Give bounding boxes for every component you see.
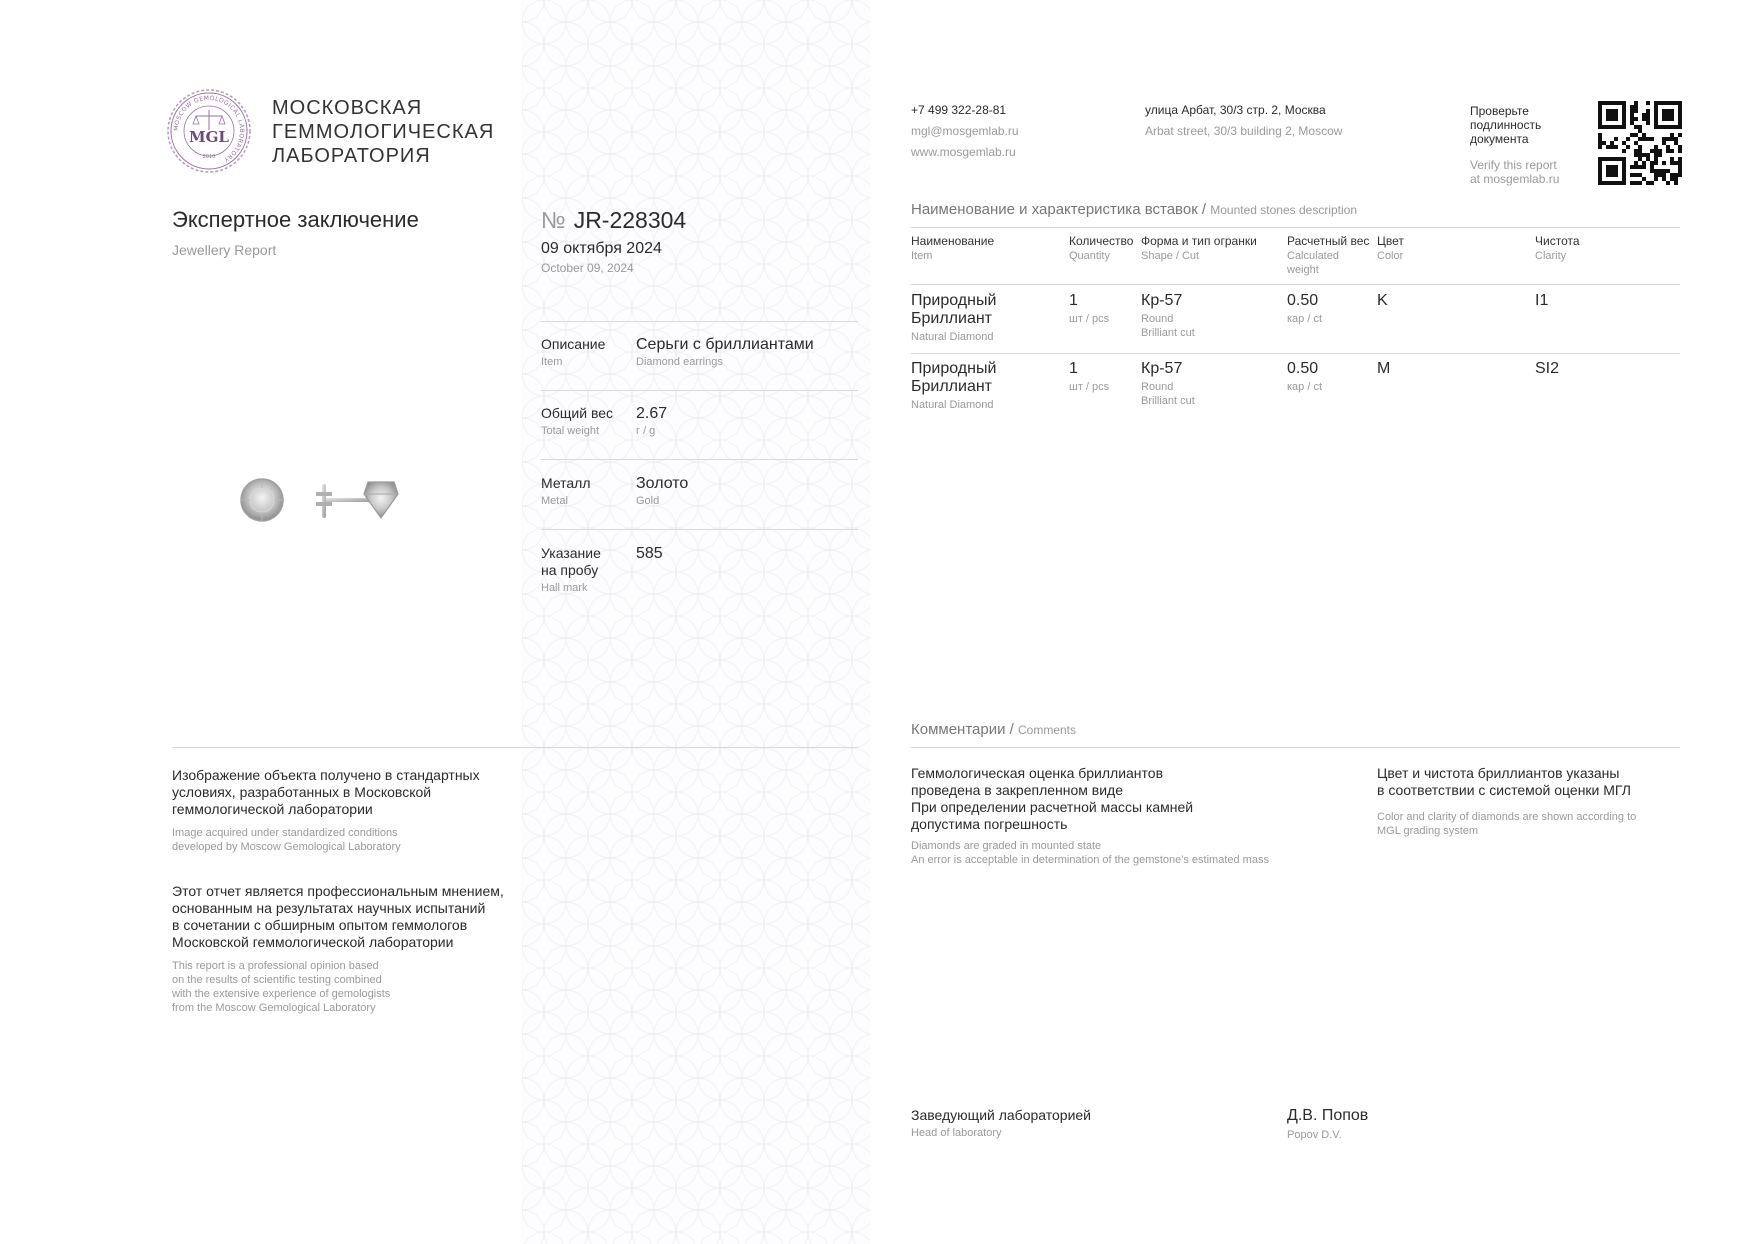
- divider: [172, 747, 858, 748]
- stone-item: Природный Бриллиант: [911, 360, 997, 395]
- header-label-en: Calculated weight: [1287, 250, 1339, 276]
- address-block: [1145, 100, 1342, 142]
- report-date-en: October 09, 2024: [541, 261, 634, 275]
- lab-name: [272, 96, 532, 168]
- stone-weight-unit: кар / ct: [1287, 313, 1323, 325]
- verify-en-line: Verify this report: [1470, 158, 1557, 172]
- comment-left-en: Diamonds are graded in mounted state An error is acceptable in determination of the gemstone's estimated mass: [911, 840, 1269, 866]
- comments-section-title: [911, 721, 1076, 738]
- field-label: Указание на пробу: [541, 545, 601, 578]
- logo-text: MGL: [189, 128, 229, 146]
- image-note-en: Image acquired under standardized conditions developed by Moscow Gemological Laboratory: [172, 827, 401, 853]
- divider: [911, 284, 1680, 285]
- header-shape-cut: [1141, 233, 1257, 263]
- divider: [541, 390, 858, 391]
- field-value: Серьги с бриллиантами: [636, 336, 814, 353]
- divider: [911, 227, 1680, 228]
- header-label-en: Color: [1377, 250, 1404, 262]
- report-title: Экспертное заключение: [172, 207, 419, 232]
- comment-right-ru: Цвет и чистота бриллиантов указаны в соответствии с системой оценки МГЛ: [1377, 765, 1631, 798]
- field-label-en: Total weight: [541, 425, 600, 437]
- header-item: [911, 233, 994, 263]
- header-weight: [1287, 233, 1369, 277]
- image-note: [172, 767, 512, 854]
- comment-left: [911, 765, 1331, 867]
- earrings-image: [236, 472, 406, 528]
- field-label-en: Metal: [541, 495, 568, 507]
- signature-role-en: Head of laboratory: [911, 1127, 1002, 1139]
- header-label-en: Quantity: [1069, 250, 1110, 262]
- opinion-note-en: This report is a professional opinion based on the results of scientific testing combined with the extensive experience of gemologists from the Moscow Gemological Laboratory: [172, 960, 391, 1014]
- stone-item-en: Natural Diamond: [911, 399, 994, 411]
- verify-ru-line: подлинность: [1470, 118, 1542, 132]
- stone-clarity: I1: [1535, 292, 1549, 309]
- stone-clarity: SI2: [1535, 360, 1560, 377]
- signature-name-ru: Д.В. Попов: [1287, 1107, 1369, 1124]
- header-label: Цвет: [1377, 234, 1404, 248]
- header-color: [1377, 233, 1404, 263]
- header-label: Расчетный вес: [1287, 234, 1370, 248]
- field-label: Описание: [541, 336, 606, 352]
- divider: [911, 747, 1680, 748]
- comment-right: [1377, 765, 1677, 838]
- field-value-en: Diamond earrings: [636, 356, 723, 368]
- verify-ru-line: документа: [1470, 132, 1529, 146]
- header-label: Количество: [1069, 234, 1134, 248]
- lab-name-line: ГЕММОЛОГИЧЕСКАЯ: [272, 121, 495, 143]
- phone: +7 499 322-28-81: [911, 103, 1007, 117]
- signature-name: [1287, 1107, 1368, 1141]
- header-label-en: Clarity: [1535, 250, 1567, 262]
- website-link[interactable]: www.mosgemlab.ru: [911, 145, 1016, 159]
- stones-section-title: [911, 201, 1357, 218]
- divider: [911, 353, 1680, 354]
- report-number-value: JR-228304: [573, 207, 687, 233]
- mgl-logo: [166, 88, 252, 174]
- header-quantity: [1069, 233, 1133, 263]
- lab-name-line: МОСКОВСКАЯ: [272, 97, 423, 119]
- lab-name-line: ЛАБОРАТОРИЯ: [272, 145, 431, 167]
- decorative-pattern-band: [522, 0, 870, 1244]
- header-label: Форма и тип огранки: [1141, 234, 1257, 248]
- report-number: [541, 207, 686, 234]
- comment-left-ru: Геммологическая оценка бриллиантов проведена в закрепленном виде При определении расчетной массы камней допустима погрешность: [911, 765, 1194, 832]
- email-link[interactable]: mgl@mosgemlab.ru: [911, 124, 1019, 138]
- comments-title-ru: Комментарии /: [911, 721, 1014, 738]
- field-value-en: Gold: [636, 495, 660, 507]
- logo-year: 2010: [202, 154, 216, 160]
- stone-cut: Кр-57: [1141, 292, 1183, 309]
- divider: [541, 459, 858, 460]
- comment-right-en: Color and clarity of diamonds are shown according to MGL grading system: [1377, 811, 1637, 837]
- stones-title-ru: Наименование и характеристика вставок /: [911, 201, 1207, 218]
- stone-weight: 0.50: [1287, 292, 1319, 309]
- stone-cut-en: Round Brilliant cut: [1141, 381, 1195, 407]
- stone-qty-unit: шт / pcs: [1069, 381, 1110, 393]
- stone-qty: 1: [1069, 360, 1078, 377]
- opinion-note-ru: Этот отчет является профессиональным мнением, основанным на результатах научных испытаний в сочетании с обширным опытом геммологов Московской геммологической лаборатории: [172, 883, 504, 950]
- header-clarity: [1535, 233, 1580, 263]
- comments-title-en: Comments: [1017, 723, 1076, 737]
- field-value: 585: [636, 545, 663, 562]
- field-value-en: г / g: [636, 425, 656, 437]
- verify-en-line: at mosgemlab.ru: [1470, 172, 1560, 186]
- stone-cut: Кр-57: [1141, 360, 1183, 377]
- field-label-en: Hall mark: [541, 582, 588, 594]
- stone-item: Природный Бриллиант: [911, 292, 997, 327]
- address-ru: улица Арбат, 30/3 стр. 2, Москва: [1145, 103, 1326, 117]
- qr-code[interactable]: [1598, 101, 1682, 185]
- stone-cut-en: Round Brilliant cut: [1141, 313, 1195, 339]
- signature-name-en: Popov D.V.: [1287, 1129, 1342, 1141]
- divider: [541, 529, 858, 530]
- report-date: 09 октября 2024: [541, 240, 662, 257]
- verify-block: [1470, 104, 1559, 186]
- opinion-note: [172, 883, 517, 1015]
- header-label-en: Item: [911, 250, 933, 262]
- field-label-en: Item: [541, 356, 563, 368]
- image-note-ru: Изображение объекта получено в стандартных условиях, разработанных в Московской геммологической лаборатории: [172, 767, 480, 817]
- stone-weight: 0.50: [1287, 360, 1319, 377]
- divider: [541, 321, 858, 322]
- signature-role: [911, 1107, 1091, 1139]
- header-label: Наименование: [911, 234, 995, 248]
- field-label: Металл: [541, 475, 591, 491]
- header-label-en: Shape / Cut: [1141, 250, 1200, 262]
- stone-qty-unit: шт / pcs: [1069, 313, 1110, 325]
- report-subtitle: Jewellery Report: [172, 242, 277, 258]
- stone-color: K: [1377, 292, 1388, 309]
- stones-title-en: Mounted stones description: [1210, 203, 1358, 217]
- verify-ru-line: Проверьте: [1470, 104, 1529, 118]
- field-value: 2.67: [636, 405, 668, 422]
- number-sign: №: [541, 207, 566, 233]
- stone-weight-unit: кар / ct: [1287, 381, 1323, 393]
- stone-item-en: Natural Diamond: [911, 331, 994, 343]
- contact-block: [911, 100, 1019, 163]
- stone-color: M: [1377, 360, 1391, 377]
- address-en: Arbat street, 30/3 building 2, Moscow: [1145, 124, 1343, 138]
- logo-ring-text: MOSCOW GEMOLOGICAL LABORATORY: [172, 94, 246, 163]
- field-label: Общий вес: [541, 405, 614, 421]
- header-label: Чистота: [1535, 234, 1580, 248]
- stone-qty: 1: [1069, 292, 1078, 309]
- field-value: Золото: [636, 475, 689, 492]
- signature-role-ru: Заведующий лабораторией: [911, 1107, 1091, 1123]
